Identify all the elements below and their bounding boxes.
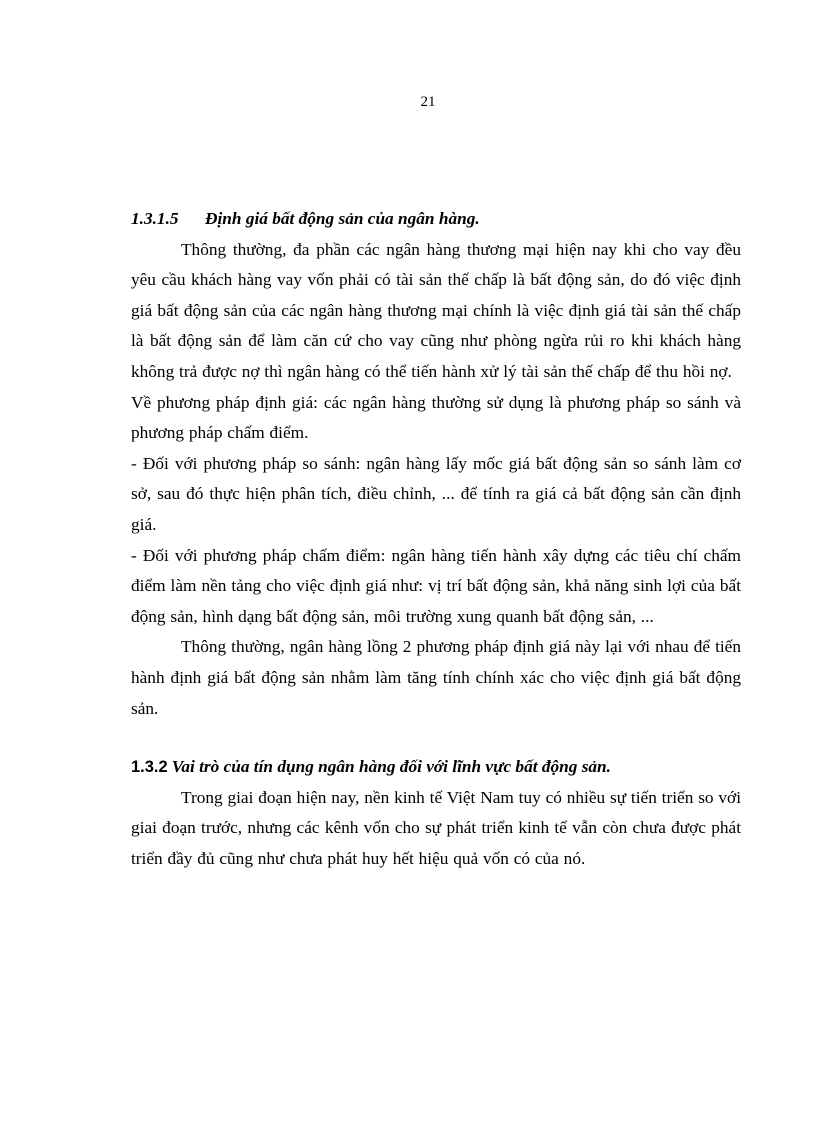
paragraph-methods: Về phương pháp định giá: các ngân hàng thường sử dụng là phương pháp so sánh và phương pháp chấm điểm. bbox=[131, 392, 741, 443]
section-number: 1.3.1.5 bbox=[131, 209, 179, 228]
page-number: 21 bbox=[420, 94, 436, 110]
paragraph-intro: Thông thường, đa phần các ngân hàng thương mại hiện nay khi cho vay đều yêu cầu khách hàng vay vốn phải có tài sản thế chấp là bất động sản, do đó việc định giá bất động sản của các ngân hàng thương mại chính là việc định giá tài sản thế chấp là bất động sản để làm căn cứ cho vay cũng như phòng ngừa rủi ro khi khách hàng không trả được nợ thì ngân hàng có thể tiến hành xử lý tài sản thế chấp để thu hồi nợ. bbox=[131, 239, 741, 381]
section-title: Định giá bất động sản của ngân hàng. bbox=[205, 209, 480, 228]
section-title: Vai trò của tín dụng ngân hàng đối với lĩnh vực bất động sản. bbox=[171, 757, 611, 777]
section-gap bbox=[131, 724, 741, 752]
paragraph-combined-methods: Thông thường, ngân hàng lồng 2 phương pháp định giá này lại với nhau để tiến hành định giá bất động sản nhằm làm tăng tính chính xác cho việc định giá bất động sản. bbox=[131, 637, 741, 718]
paragraph-scoring-method: - Đối với phương pháp chấm điểm: ngân hàng tiến hành xây dựng các tiêu chí chấm điểm làm nền tảng cho việc định giá như: vị trí bất động sản, khả năng sinh lợi của bất động sản, hình dạng bất động sản, môi trường xung quanh bất động sản, ... bbox=[131, 545, 741, 626]
page-content bbox=[131, 204, 741, 874]
paragraph-comparison-method: - Đối với phương pháp so sánh: ngân hàng lấy mốc giá bất động sản so sánh làm cơ sở, sau đó thực hiện phân tích, điều chỉnh, ... để tính ra giá cả bất động sản cần định giá. bbox=[131, 453, 741, 534]
section-number: 1.3.2 bbox=[131, 758, 168, 777]
section-heading-1-3-1-5 bbox=[131, 204, 741, 235]
paragraph-role-intro: Trong giai đoạn hiện nay, nền kinh tế Việt Nam tuy có nhiều sự tiến triển so với giai đoạn trước, nhưng các kênh vốn cho sự phát triển kinh tế vẫn còn chưa được phát triển đầy đủ cũng như chưa phát huy hết hiệu quả vốn có của nó. bbox=[131, 787, 741, 868]
section-heading-1-3-2 bbox=[131, 752, 741, 783]
